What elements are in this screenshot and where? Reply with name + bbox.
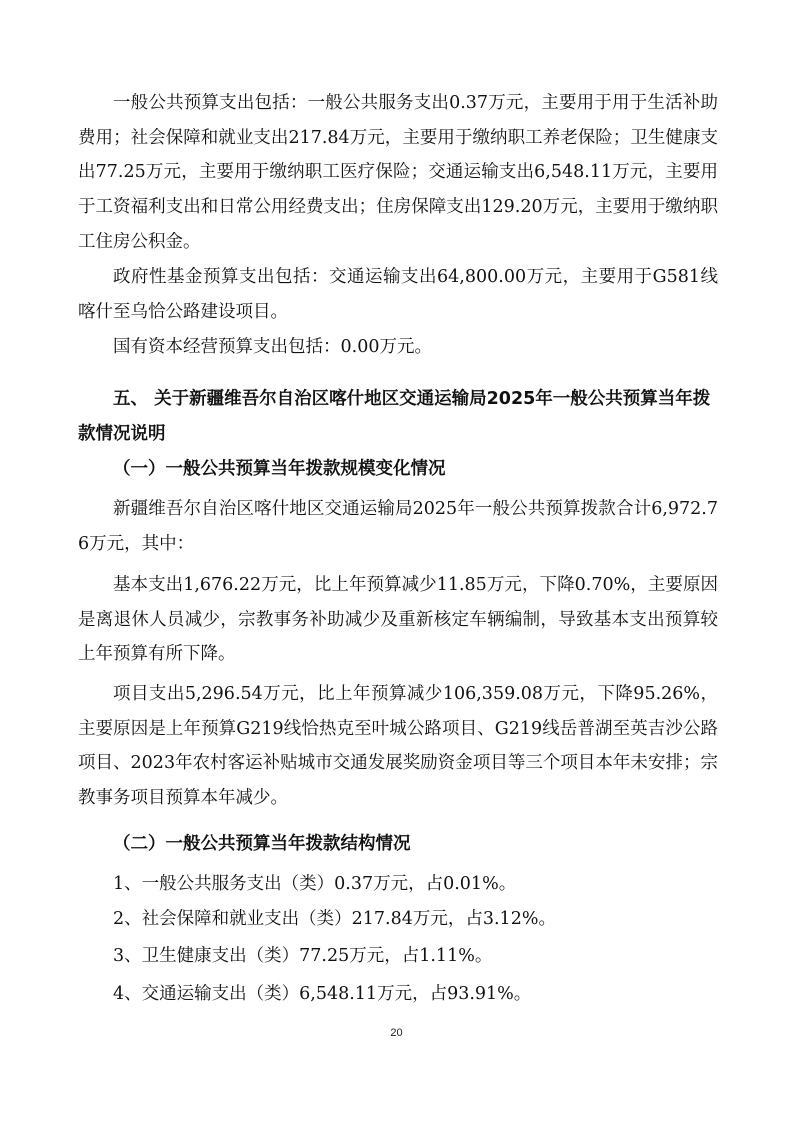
subsection-heading-scale-change: （一）一般公共预算当年拨款规模变化情况 [113,459,446,479]
paragraph-general-budget-expenditure: 一般公共预算支出包括：一般公共服务支出0.37万元，主要用于用于生活补助费用；社会保障和就业支出217.84万元，主要用于缴纳职工养老保险；卫生健康支出77.25万元，主要用于缴纳职工医疗保险；交通运输支出6,548.11万元，主要用于工资福利支出和日常公用经费支出；住房保障支出129.20万元，主要用于缴纳职工住房公积金。 [78,93,718,252]
page-number: 20 [390,1027,403,1039]
list-item-health: 3、卫生健康支出（类）77.25万元，占1.11%。 [113,946,493,966]
section-heading-five: 五、 关于新疆维吾尔自治区喀什地区交通运输局2025年一般公共预算当年拨款情况说明 [78,389,711,444]
list-item-general-public-services: 1、一般公共服务支出（类）0.37万元，占0.01%。 [113,874,517,894]
paragraph-project-expenditure: 项目支出5,296.54万元，比上年预算减少106,359.08万元，下降95.26%，主要原因是上年预算G219线恰热克至叶城公路项目、G219线岳普湖至英吉沙公路项目、2023年农村客运补贴城市交通发展奖励资金项目等三个项目本年未安排；宗教事务项目预算本年减少。 [78,684,718,809]
paragraph-state-capital-expenditure: 国有资本经营预算支出包括：0.00万元。 [113,337,432,357]
paragraph-basic-expenditure: 基本支出1,676.22万元，比上年预算减少11.85万元，下降0.70%，主要原因是离退休人员减少，宗教事务补助减少及重新核定车辆编制，导致基本支出预算较上年预算有所下降。 [78,575,718,665]
paragraph-government-fund-expenditure: 政府性基金预算支出包括：交通运输支出64,800.00万元，主要用于G581线喀什至乌恰公路建设项目。 [78,267,718,322]
list-item-social-security: 2、社会保障和就业支出（类）217.84万元，占3.12%。 [113,909,556,929]
list-item-transportation: 4、交通运输支出（类）6,548.11万元，占93.91%。 [113,984,532,1004]
subsection-heading-structure: （二）一般公共预算当年拨款结构情况 [113,834,411,854]
paragraph-total-appropriation: 新疆维吾尔自治区喀什地区交通运输局2025年一般公共预算拨款合计6,972.76万元，其中： [78,499,718,554]
